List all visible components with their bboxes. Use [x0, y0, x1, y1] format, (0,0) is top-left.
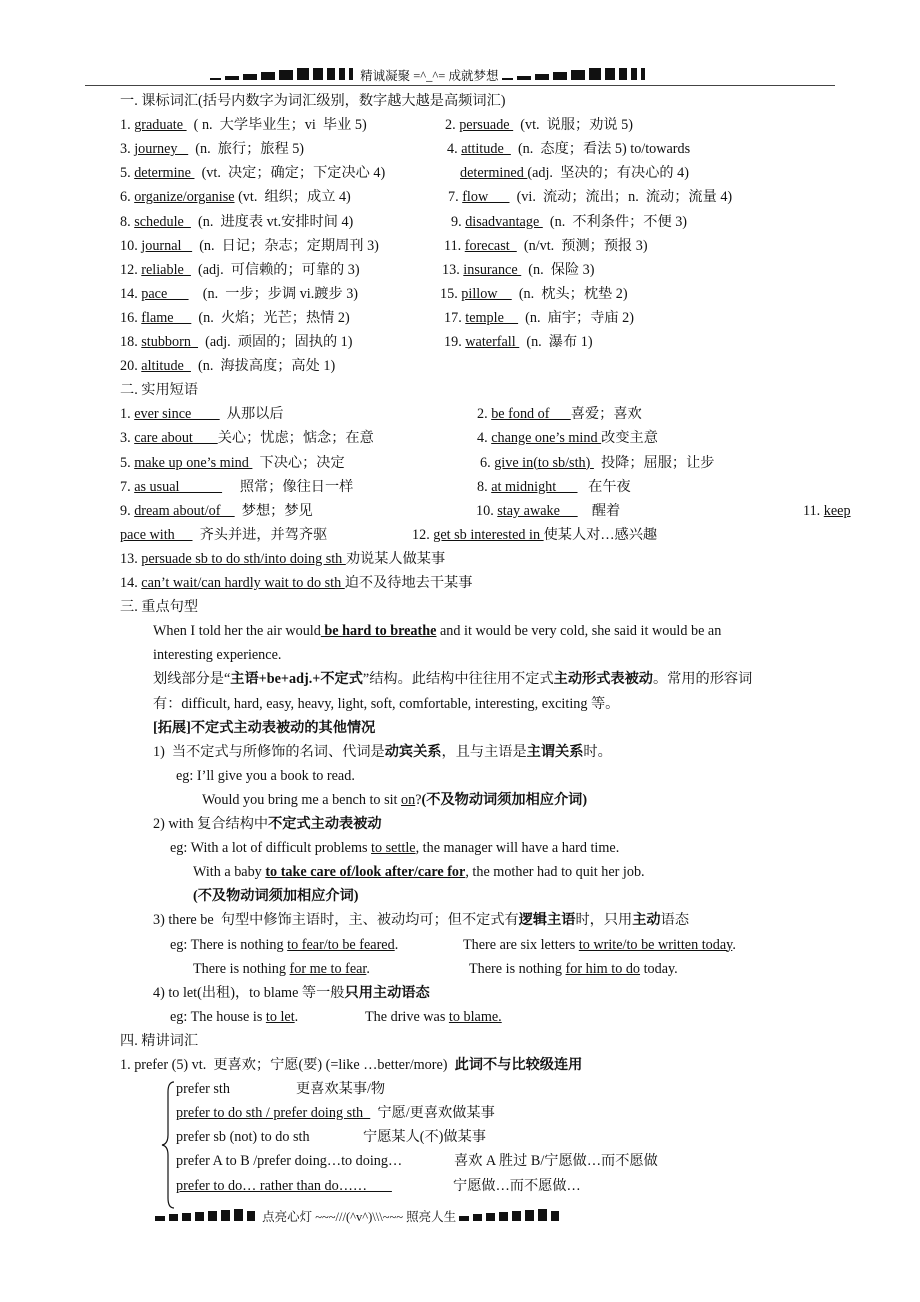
text-line	[444, 309, 634, 327]
text-line	[120, 574, 472, 592]
underlined-term: persuade sb to do sth/into doing sth	[141, 550, 346, 567]
footer-decoration-left	[155, 1210, 259, 1224]
text-segment: There is nothing	[193, 960, 290, 977]
block-icon	[486, 1213, 495, 1221]
underlined-term: to take care of/look after/care for	[265, 864, 466, 881]
text-segment: (n. 瀑布 1)	[519, 334, 593, 350]
text-segment: 三. 重点句型	[120, 599, 199, 616]
text-segment: , the mother had to quit her job.	[465, 864, 645, 881]
text-segment: 3.	[120, 430, 135, 447]
text-segment: 有：difficult, hard, easy, heavy, light, soft, comfortable, interesting, exciting 等。	[153, 695, 620, 712]
text-segment: 11.	[803, 502, 824, 519]
text-line	[120, 261, 360, 279]
bold-text: 主动形式表被动	[553, 671, 653, 688]
underlined-term: can’t wait/can hardly wait to do sth	[141, 575, 345, 591]
text-segment: .	[366, 960, 370, 977]
text-line	[120, 188, 351, 206]
text-line	[296, 1080, 385, 1098]
text-line	[803, 502, 851, 520]
footer-left-text: 点亮心灯	[262, 1210, 313, 1224]
text-segment: 改变主意	[601, 430, 658, 447]
page-header	[210, 66, 710, 84]
text-line	[153, 670, 752, 688]
text-segment: When I told her the air would	[153, 623, 321, 640]
page-footer	[155, 1207, 563, 1225]
block-icon	[208, 1211, 217, 1221]
block-icon	[459, 1216, 469, 1221]
text-segment: (vt. 决定；确定；下定决心 4)	[194, 165, 386, 182]
text-line	[170, 839, 619, 857]
text-line	[153, 984, 430, 1002]
text-line	[120, 454, 345, 472]
block-icon	[619, 68, 627, 80]
text-segment: 10.	[476, 502, 498, 519]
text-segment: 投降；屈服；让步	[593, 454, 715, 471]
text-segment: 9.	[120, 502, 135, 519]
text-segment: 。常用的形容词	[652, 671, 753, 688]
bold-text: 主动	[632, 912, 661, 929]
text-line	[202, 791, 587, 809]
text-segment: 2) with 复合结构中	[153, 816, 269, 832]
text-line	[477, 478, 631, 496]
text-segment: 14.	[120, 575, 142, 591]
bold-text: 只用主动语态	[344, 984, 430, 1001]
text-segment: 6.	[480, 454, 495, 471]
underlined-term: pillow	[461, 285, 512, 302]
text-line	[453, 1177, 581, 1195]
text-segment: Would you bring me a bench to sit	[202, 791, 402, 808]
text-line	[153, 646, 281, 664]
text-segment: 喜欢 A 胜过 B/宁愿做…而不愿做	[454, 1153, 658, 1170]
text-segment: ”结构。此结构中往往用不定式	[362, 671, 554, 688]
text-segment: 10.	[120, 237, 142, 254]
text-segment: .	[294, 1008, 299, 1025]
text-segment: (n. 枕头；枕垫 2)	[511, 285, 628, 302]
block-icon	[641, 68, 645, 80]
text-line	[120, 550, 445, 568]
block-icon	[261, 72, 275, 80]
underlined-term: flame	[141, 309, 192, 326]
text-line	[476, 502, 620, 520]
text-segment: (n. 一步；步调 vi.踱步 3)	[188, 285, 359, 302]
text-line	[477, 405, 642, 423]
block-icon	[313, 68, 323, 80]
text-segment: 语态	[660, 912, 690, 929]
text-line	[120, 92, 505, 110]
text-segment: ( n. 大学毕业生；vi 毕业 5)	[186, 117, 367, 134]
text-segment: 下决心；决定	[252, 454, 345, 471]
text-line	[120, 1032, 198, 1050]
text-segment: (adj. 顽固的；固执的 1)	[198, 334, 353, 350]
text-line	[120, 478, 353, 496]
header-rule	[85, 85, 835, 86]
block-icon	[553, 72, 567, 80]
text-segment: 5.	[120, 165, 135, 182]
text-line	[477, 429, 658, 447]
underlined-term: attitude	[461, 141, 511, 158]
text-segment: (n. 不利条件；不便 3)	[542, 213, 688, 230]
underlined-term: ever since	[134, 406, 220, 423]
text-line	[176, 1104, 495, 1122]
text-line	[176, 1080, 230, 1098]
text-line	[363, 1128, 486, 1146]
text-line	[193, 887, 359, 905]
text-line	[176, 1128, 310, 1146]
text-segment: 宁愿某人(不)做某事	[363, 1129, 486, 1146]
text-segment: eg: With a lot of difficult problems	[170, 840, 372, 857]
underlined-term: waterfall	[465, 334, 520, 350]
text-segment: 4.	[447, 141, 462, 158]
text-segment: 1.	[120, 406, 135, 423]
text-segment: 四. 精讲词汇	[120, 1032, 199, 1049]
text-segment: 划线部分是“	[153, 671, 231, 688]
text-segment: 宁愿做…而不愿做…	[453, 1177, 581, 1194]
underlined-term: stay awake	[497, 502, 578, 519]
text-segment: ?	[415, 791, 422, 808]
underlined-term: prefer to do sth / prefer doing sth	[176, 1105, 371, 1122]
underlined-term: flow	[462, 189, 510, 206]
text-segment: (adj. 可信赖的；可靠的 3)	[190, 261, 360, 278]
text-segment: (adj. 坚决的；有决心的 4)	[527, 165, 689, 182]
text-segment: 4.	[477, 430, 492, 447]
text-line	[170, 1008, 298, 1026]
block-icon	[499, 1212, 508, 1221]
text-segment: 1) 当不定式与所修饰的名词、代词是	[153, 743, 385, 760]
block-icon	[297, 68, 309, 80]
text-segment: (n. 日记；杂志；定期周刊 3)	[192, 237, 379, 254]
text-segment: (vi. 流动；流出；n. 流动；流量 4)	[509, 189, 733, 206]
text-segment: 时。	[583, 743, 612, 760]
text-segment: 迫不及待地去干某事	[344, 575, 473, 591]
underlined-term: reliable	[141, 261, 191, 278]
bold-text: 主谓关系	[526, 743, 584, 760]
underlined-term: be hard to breathe	[320, 623, 437, 640]
text-segment: 关心；忧虑；惦念；在意	[217, 430, 374, 447]
text-segment: 17.	[444, 309, 466, 326]
text-line	[480, 454, 715, 472]
underlined-term: altitude	[141, 358, 191, 375]
underlined-term: stubborn	[141, 334, 199, 350]
block-icon	[195, 1212, 204, 1221]
underlined-term: get sb interested in	[433, 526, 544, 543]
text-line	[120, 1056, 582, 1074]
underlined-term: insurance	[463, 261, 522, 278]
block-icon	[221, 1210, 230, 1221]
underlined-term: for me to fear	[289, 960, 367, 977]
text-segment: 15.	[440, 285, 462, 302]
text-segment: 时，只用	[575, 912, 633, 929]
header-decoration-left	[210, 69, 357, 83]
text-segment: There are six letters	[463, 936, 579, 953]
text-line	[365, 1008, 502, 1026]
text-segment: 使某人对…感兴趣	[543, 526, 658, 543]
underlined-term: temple	[465, 309, 519, 326]
text-line	[412, 526, 657, 544]
text-line	[120, 526, 327, 544]
text-segment: and it would be very cold, she said it would be an	[436, 623, 722, 640]
text-line	[120, 333, 353, 351]
text-segment: prefer sb (not) to do sth	[176, 1129, 310, 1146]
underlined-term: pace with	[120, 526, 193, 543]
text-segment: 12.	[412, 526, 434, 543]
text-segment: (n. 火焰；光芒；热情 2)	[191, 309, 350, 326]
text-segment: 11.	[444, 237, 465, 254]
text-segment: 3.	[120, 141, 135, 158]
text-line	[445, 116, 633, 134]
underlined-term: to let	[265, 1008, 295, 1025]
text-line	[120, 429, 374, 447]
text-line	[120, 213, 353, 231]
text-line	[120, 237, 379, 255]
block-icon	[339, 68, 345, 80]
footer-right-text: 照亮人生	[406, 1210, 457, 1224]
text-segment: 3) there be 句型中修饰主语时，主、被动均可；但不定式有	[153, 912, 519, 929]
underlined-term: to blame.	[448, 1008, 502, 1025]
underlined-term: make up one’s mind	[134, 454, 253, 471]
text-segment: 梦想；梦见	[234, 502, 313, 519]
text-line	[442, 261, 595, 279]
text-segment: 醒着	[577, 502, 621, 519]
text-segment: prefer A to B /prefer doing…to doing…	[176, 1153, 403, 1170]
text-segment: interesting experience.	[153, 647, 282, 664]
footer-mid-text: ~~~///(^v^)\\\~~~	[315, 1210, 407, 1224]
block-icon	[502, 78, 513, 80]
underlined-term: disadvantage	[465, 213, 543, 230]
text-segment: 16.	[120, 309, 142, 326]
text-segment: 照常；像往日一样	[222, 478, 354, 495]
bold-text: 动宾关系	[384, 743, 442, 760]
block-icon	[551, 1211, 559, 1221]
text-line	[120, 116, 367, 134]
text-line	[153, 719, 375, 737]
text-segment: (n. 保险 3)	[521, 261, 595, 278]
text-segment: 20.	[120, 358, 142, 375]
underlined-term: care about	[134, 430, 218, 447]
text-segment: .	[732, 936, 736, 953]
block-icon	[210, 78, 221, 80]
text-segment: (vt. 组织；成立 4)	[234, 189, 351, 206]
block-icon	[589, 68, 601, 80]
text-segment: (n. 庙宇；寺庙 2)	[518, 309, 634, 326]
text-segment: today.	[640, 960, 678, 977]
block-icon	[512, 1211, 521, 1221]
block-icon	[169, 1214, 178, 1221]
underlined-term: keep	[823, 502, 851, 519]
underlined-term: dream about/of	[134, 502, 235, 519]
brace-icon	[160, 1080, 176, 1210]
text-line	[153, 743, 612, 761]
text-line	[153, 911, 689, 929]
text-segment: 19.	[444, 334, 466, 350]
text-line	[176, 1177, 392, 1195]
block-icon	[225, 76, 239, 80]
bold-text: 主语+be+adj.+不定式	[230, 671, 363, 688]
block-icon	[234, 1209, 243, 1221]
underlined-term: persuade	[459, 117, 514, 134]
text-segment: 宁愿/更喜欢做某事	[370, 1105, 495, 1122]
underlined-term: forecast	[464, 237, 517, 254]
underlined-term: journal	[141, 237, 193, 254]
text-line	[440, 285, 628, 303]
text-segment: There is nothing	[469, 960, 566, 977]
text-segment: prefer sth	[176, 1081, 230, 1098]
bold-text: 此词不与比较级连用	[454, 1057, 583, 1073]
underlined-term: determined	[460, 165, 528, 182]
text-segment: 7.	[448, 189, 463, 206]
text-segment: 13.	[120, 550, 142, 567]
text-line	[120, 405, 284, 423]
text-segment: (n. 态度；看法 5) to/towards	[510, 141, 691, 158]
text-line	[120, 309, 350, 327]
text-segment: 二. 实用短语	[120, 382, 199, 399]
block-icon	[605, 68, 615, 80]
text-segment: 14.	[120, 285, 142, 302]
block-icon	[538, 1209, 547, 1221]
block-icon	[182, 1213, 191, 1221]
underlined-term: be fond of	[491, 406, 571, 423]
text-line	[460, 164, 689, 182]
text-line	[153, 695, 619, 713]
underlined-term: give in(to sb/sth)	[494, 454, 594, 471]
text-line	[120, 381, 198, 399]
text-segment: eg: The house is	[170, 1008, 266, 1025]
bold-text: 逻辑主语	[518, 912, 576, 929]
text-line	[469, 960, 678, 978]
text-line	[120, 357, 335, 375]
underlined-term: pace	[141, 285, 189, 302]
header-decoration-right	[502, 69, 649, 83]
text-segment: (n. 进度表 vt.安排时间 4)	[190, 213, 354, 230]
block-icon	[631, 68, 637, 80]
text-segment: 在午夜	[577, 478, 631, 495]
text-segment: 8.	[120, 213, 135, 230]
text-line	[448, 188, 732, 206]
text-line	[193, 863, 645, 881]
text-segment: 一. 课标词汇(括号内数字为词汇级别，数字越大越是高频词汇)	[120, 93, 506, 109]
text-segment: 13.	[442, 261, 464, 278]
underlined-term: to fear/to be feared	[287, 936, 395, 953]
block-icon	[535, 74, 549, 80]
text-line	[463, 936, 736, 954]
text-segment: eg: There is nothing	[170, 936, 288, 953]
underlined-term: at midnight	[491, 478, 578, 495]
block-icon	[525, 1210, 534, 1221]
text-segment: 12.	[120, 261, 142, 278]
block-icon	[349, 68, 353, 80]
text-segment: 8.	[477, 478, 492, 495]
text-segment: 喜爱；喜欢	[570, 406, 642, 423]
text-line	[176, 767, 355, 785]
text-segment: 18.	[120, 334, 142, 350]
text-segment: ，且与主语是	[441, 743, 527, 760]
underlined-term: for him to do	[565, 960, 641, 977]
text-line	[447, 140, 690, 158]
underlined-term: organize/organise	[134, 189, 235, 206]
text-segment: 齐头并进，并驾齐驱	[192, 526, 328, 543]
underlined-term: journey	[134, 141, 189, 158]
underlined-term: graduate	[134, 117, 187, 134]
header-text: 精诚凝聚 =^_^= 成就梦想	[360, 69, 499, 83]
text-line	[120, 285, 358, 303]
text-line	[153, 815, 382, 833]
underlined-term: schedule	[134, 213, 191, 230]
text-line	[170, 936, 398, 954]
text-line	[120, 140, 304, 158]
block-icon	[155, 1216, 165, 1221]
text-line	[176, 1152, 402, 1170]
block-icon	[243, 74, 257, 80]
text-segment: 2.	[477, 406, 492, 423]
block-icon	[571, 70, 585, 80]
text-line	[120, 164, 385, 182]
block-icon	[517, 76, 531, 80]
text-segment: 5.	[120, 454, 135, 471]
text-segment: 6.	[120, 189, 135, 206]
text-segment: 1. prefer (5) vt. 更喜欢；宁愿(要) (=like …better/more)	[120, 1057, 455, 1073]
text-segment: 更喜欢某事/物	[296, 1081, 386, 1098]
text-segment: (vt. 说服；劝说 5)	[513, 117, 633, 134]
text-segment: 7.	[120, 478, 135, 495]
text-line	[444, 333, 593, 351]
text-segment: (n/vt. 预测；预报 3)	[516, 237, 648, 254]
text-segment: (n. 旅行；旅程 5)	[188, 141, 305, 158]
bold-text: 不定式主动表被动	[268, 816, 382, 832]
text-segment: 4) to let(出租)，to blame 等一般	[153, 984, 345, 1001]
text-line	[120, 502, 313, 520]
bold-text: (不及物动词须加相应介词)	[421, 791, 588, 808]
text-segment: (n. 海拔高度；高处 1)	[190, 358, 336, 375]
underlined-term: on	[401, 791, 416, 808]
text-line	[444, 237, 648, 255]
text-segment: , the manager will have a hard time.	[415, 840, 620, 857]
bold-text: [拓展]不定式主动表被动的其他情况	[153, 719, 376, 736]
text-segment: With a baby	[193, 864, 266, 881]
block-icon	[473, 1214, 482, 1221]
underlined-term: to write/to be written today	[578, 936, 733, 953]
text-segment: .	[394, 936, 399, 953]
text-segment: 2.	[445, 117, 460, 134]
underlined-term: to settle	[371, 840, 416, 857]
bold-text: (不及物动词须加相应介词)	[193, 888, 359, 905]
footer-decoration-right	[459, 1210, 563, 1224]
text-line	[120, 598, 198, 616]
underlined-term: prefer to do… rather than do……	[176, 1177, 392, 1194]
text-segment: 1.	[120, 117, 135, 134]
block-icon	[327, 68, 335, 80]
text-line	[193, 960, 370, 978]
text-segment: The drive was	[365, 1008, 449, 1025]
block-icon	[279, 70, 293, 80]
block-icon	[247, 1211, 255, 1221]
text-segment: 9.	[451, 213, 466, 230]
text-line	[451, 213, 687, 231]
text-segment: eg: I’ll give you a book to read.	[176, 767, 355, 784]
underlined-term: change one’s mind	[491, 430, 602, 447]
text-segment: 劝说某人做某事	[345, 550, 446, 567]
text-segment: 从那以后	[219, 406, 284, 423]
text-line	[454, 1152, 658, 1170]
underlined-term: determine	[134, 165, 195, 182]
text-line	[153, 622, 721, 640]
underlined-term: as usual	[134, 478, 223, 495]
